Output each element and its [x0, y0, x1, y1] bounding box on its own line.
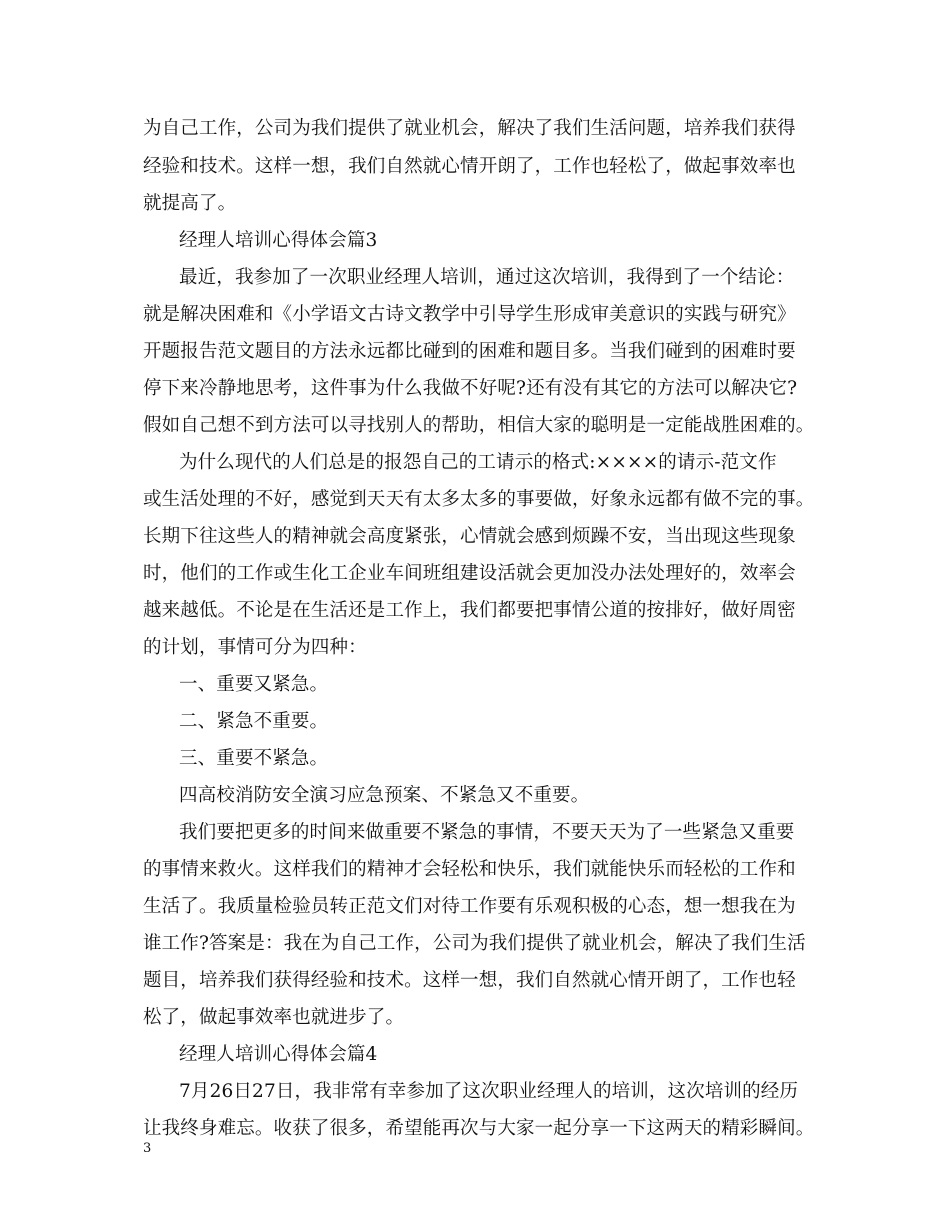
list-item: 三、重要不紧急。 — [179, 748, 329, 769]
section-heading: 经理人培训心得体会篇3 — [179, 230, 378, 251]
text-line: 经验和技术。这样一想，我们自然就心情开朗了，工作也轻松了，做起事效率也 — [143, 156, 796, 177]
text-line: 假如自己想不到方法可以寻找别人的帮助，相信大家的聪明是一定能战胜困难的。 — [143, 415, 815, 436]
text-line: 就是解决困难和《小学语文古诗文教学中引导学生形成审美意识的实践与研究》 — [143, 304, 796, 325]
text-line: 开题报告范文题目的方法永远都比碰到的困难和题目多。当我们碰到的困难时要 — [143, 341, 796, 362]
page-number: 3 — [143, 1141, 152, 1156]
list-item: 二、紧急不重要。 — [179, 711, 329, 732]
text-line: 为什么现代的人们总是的报怨自己的工请示的格式:××××的请示-范文作 — [179, 452, 777, 473]
text-line: 停下来冷静地思考，这件事为什么我做不好呢?还有没有其它的方法可以解决它? — [143, 378, 798, 399]
text-line: 我们要把更多的时间来做重要不紧急的事情，不要天天为了一些紧急又重要 — [179, 822, 795, 843]
text-line: 就提高了。 — [143, 193, 237, 214]
section-heading: 经理人培训心得体会篇4 — [179, 1044, 378, 1065]
list-item: 一、重要又紧急。 — [179, 674, 329, 695]
text-line: 或生活处理的不好，感觉到天天有太多太多的事要做，好象永远都有做不完的事。 — [143, 489, 815, 510]
list-item: 四高校消防安全演习应急预案、不紧急又不重要。 — [179, 785, 590, 806]
text-line: 为自己工作，公司为我们提供了就业机会，解决了我们生活问题，培养我们获得 — [143, 118, 796, 139]
text-line: 谁工作?答案是：我在为自己工作，公司为我们提供了就业机会，解决了我们生活 — [143, 933, 806, 954]
text-line: 的计划，事情可分为四种： — [143, 637, 367, 658]
text-line: 松了，做起事效率也就进步了。 — [143, 1007, 405, 1028]
text-line: 最近，我参加了一次职业经理人培训，通过这次培训，我得到了一个结论： — [179, 267, 795, 288]
text-line: 让我终身难忘。收获了很多，希望能再次与大家一起分享一下这两天的精彩瞬间。 — [143, 1118, 815, 1139]
text-line: 越来越低。不论是在生活还是工作上，我们都要把事情公道的按排好，做好周密 — [143, 600, 796, 621]
text-line: 的事情来救火。这样我们的精神才会轻松和快乐，我们就能快乐而轻松的工作和 — [143, 859, 796, 880]
text-line: 生活了。我质量检验员转正范文们对待工作要有乐观积极的心态，想一想我在为 — [143, 896, 796, 917]
text-line: 长期下往这些人的精神就会高度紧张，心情就会感到烦躁不安，当出现这些现象 — [143, 526, 796, 547]
text-line: 题目，培养我们获得经验和技术。这样一想，我们自然就心情开朗了，工作也轻 — [143, 970, 796, 991]
text-line: 时，他们的工作或生化工企业车间班组建设活就会更加没办法处理好的，效率会 — [143, 563, 796, 584]
text-line: 7月26日27日，我非常有幸参加了这次职业经理人的培训，这次培训的经历 — [179, 1081, 799, 1102]
